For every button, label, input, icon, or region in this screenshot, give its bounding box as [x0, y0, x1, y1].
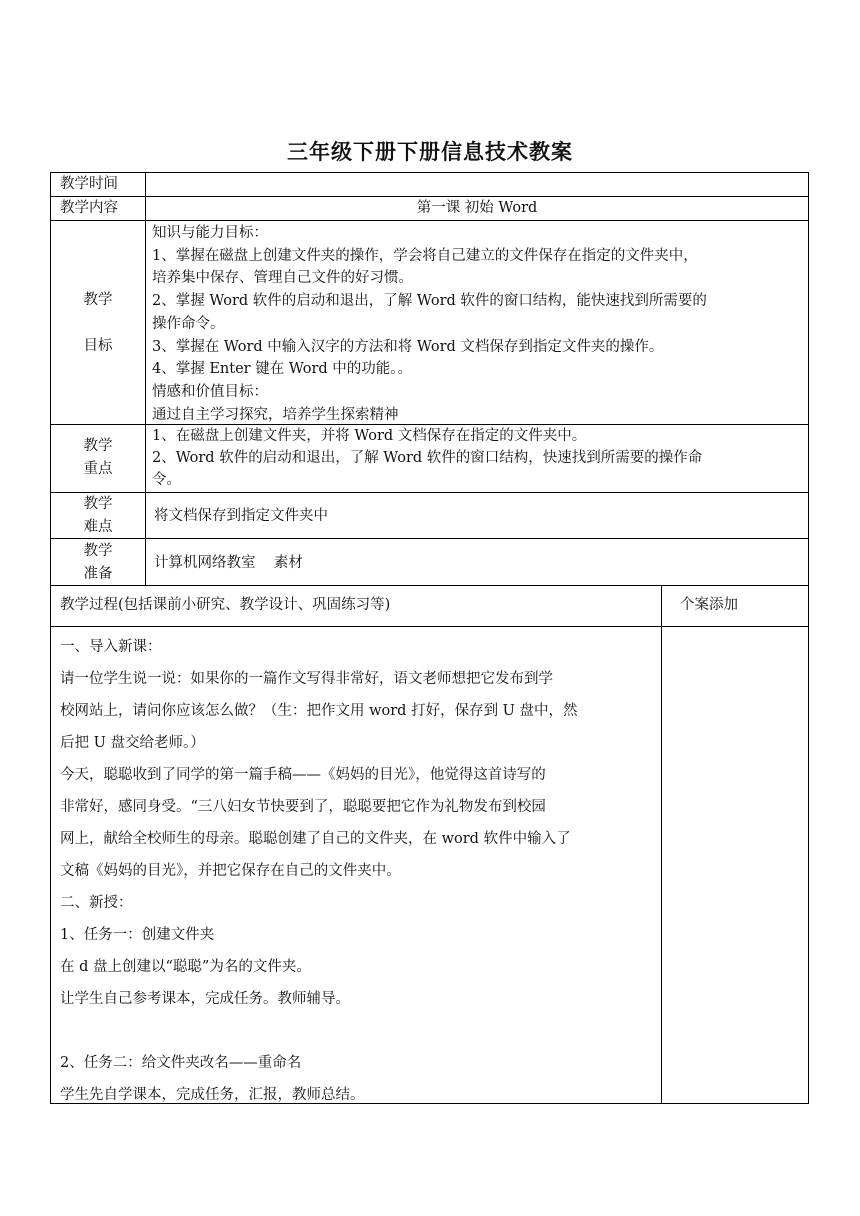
process-line: 网上，献给全校师生的母亲。聪聪创建了自己的文件夹，在 word 软件中输入了: [60, 831, 571, 847]
process-line: 让学生自己参考课本，完成任务。教师辅导。: [60, 991, 350, 1007]
key-line: 2、Word 软件的启动和退出，了解 Word 软件的窗口结构，快速找到所需要的操作命: [152, 450, 703, 466]
key-label-line2: 重点: [83, 461, 113, 477]
preparation-content: [154, 552, 804, 575]
row-divider: [50, 585, 809, 586]
preparation-label-line2: 准备: [83, 566, 113, 582]
goals-line: 操作命令。: [152, 315, 225, 332]
process-line: 二、新授：: [60, 895, 133, 911]
goals-label-line2: 目标: [83, 338, 113, 354]
difficulty-content: [154, 505, 804, 528]
key-line: 1、在磁盘上创建文件夹，并将 Word 文档保存在指定的文件夹中。: [152, 428, 587, 444]
goals-line: 培养集中保存、管理自己文件的好习惯。: [152, 270, 413, 287]
key-label-line1: 教学: [83, 438, 113, 454]
process-line: 1、任务一：创建文件夹: [60, 927, 215, 943]
preparation-text: 计算机网络教室 素材: [154, 555, 303, 571]
goals-label: [51, 288, 145, 358]
goals-line: 情感和价值目标：: [152, 383, 268, 400]
process-line: 今天，聪聪收到了同学的第一篇手稿——《妈妈的目光》，他觉得这首诗写的: [60, 767, 546, 783]
process-body: [60, 631, 658, 1111]
goals-content: [152, 222, 806, 426]
table-border-right: [808, 172, 809, 1103]
goals-line: 4、掌握 Enter 键在 Word 中的功能。。: [152, 361, 413, 378]
goals-line: 3、掌握在 Word 中输入汉字的方法和将 Word 文档保存到指定文件夹的操作。: [152, 338, 664, 355]
process-line: 非常好，感同身受。“三八妇女节快要到了，聪聪要把它作为礼物发布到校园: [60, 799, 546, 815]
content-label-text: 教学内容: [60, 200, 118, 216]
goals-label-line1: 教学: [83, 292, 113, 308]
content-value: [146, 197, 808, 220]
key-content: [152, 425, 806, 491]
process-line: 一、导入新课：: [60, 639, 162, 655]
preparation-label-line1: 教学: [83, 543, 113, 559]
row-divider: [50, 538, 809, 539]
difficulty-text: 将文档保存到指定文件夹中: [154, 508, 328, 524]
process-line: 后把 U 盘交给老师。）: [60, 735, 205, 751]
time-label: [60, 173, 144, 196]
difficulty-label-line1: 教学: [83, 496, 113, 512]
process-line: 2、任务二：给文件夹改名——重命名: [60, 1055, 302, 1071]
key-label: [51, 435, 145, 481]
preparation-label: [51, 540, 145, 586]
process-line: 请一位学生说一说：如果你的一篇作文写得非常好，语文老师想把它发布到学: [60, 671, 553, 687]
key-line: 令。: [152, 472, 181, 488]
goals-line: 1、掌握在磁盘上创建文件夹的操作，学会将自己建立的文件保存在指定的文件夹中，: [152, 247, 698, 264]
process-line: 校网站上，请问你应该怎么做？（生：把作文用 word 打好，保存到 U 盘中，然: [60, 703, 578, 719]
content-value-text: 第一课 初始 Word: [416, 200, 538, 216]
row-divider: [50, 492, 809, 493]
notes-header-text: 个案添加: [680, 597, 738, 613]
document-title: 三年级下册下册信息技术教案: [287, 140, 573, 164]
difficulty-label-line2: 难点: [83, 519, 113, 535]
goals-line: 知识与能力目标：: [152, 225, 268, 241]
process-header-right: [680, 594, 806, 617]
difficulty-label: [51, 493, 145, 539]
process-line: 文稿《妈妈的目光》，并把它保存在自己的文件夹中。: [60, 863, 401, 879]
label-column-divider: [145, 172, 146, 585]
notes-column: [662, 627, 808, 1103]
time-label-text: 教学时间: [60, 176, 118, 192]
goals-line: 通过自主学习探究，培养学生探索精神: [152, 406, 399, 423]
process-header-left: [60, 594, 658, 617]
content-label: [60, 197, 144, 220]
process-line: 学生先自学课本，完成任务，汇报，教师总结。: [60, 1087, 365, 1103]
goals-line: 2、掌握 Word 软件的启动和退出，了解 Word 软件的窗口结构，能快速找到所需要的: [152, 293, 707, 310]
process-line: 在 d 盘上创建以“聪聪”为名的文件夹。: [60, 959, 311, 975]
time-value: [150, 173, 800, 196]
row-divider: [50, 220, 809, 221]
process-line: [60, 1015, 658, 1047]
process-header-text: 教学过程(包括课前小研究、教学设计、巩固练习等): [60, 597, 391, 613]
